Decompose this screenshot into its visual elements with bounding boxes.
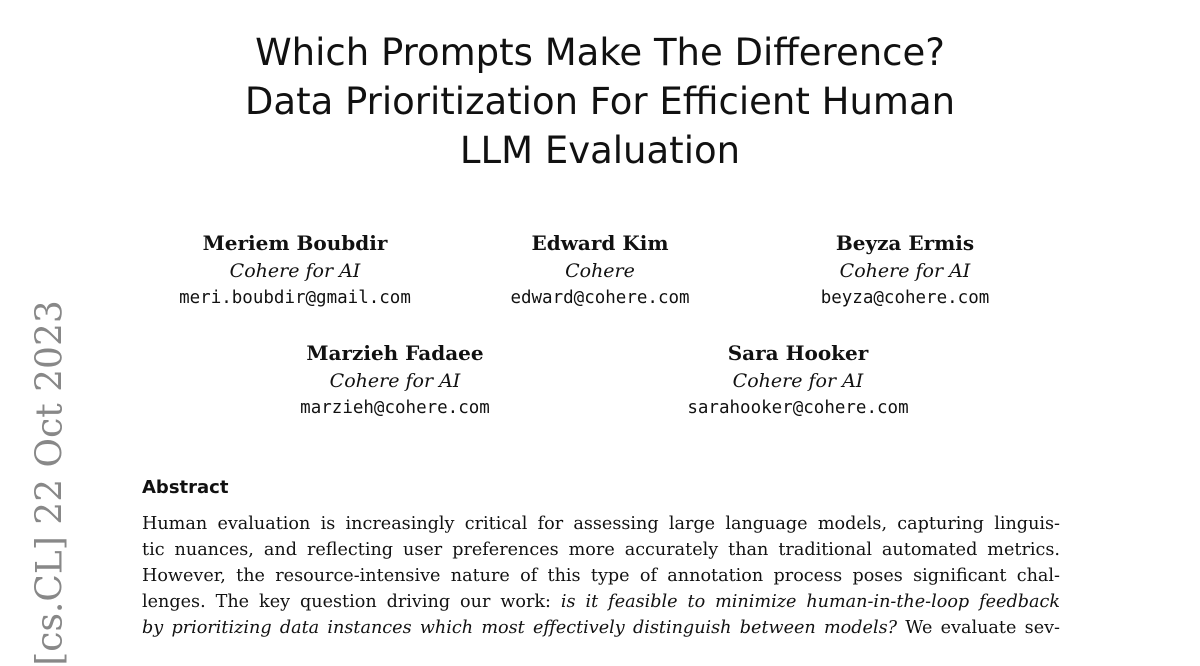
author-block [648,339,948,422]
abstract-heading: Abstract [142,477,229,498]
title-line: Which Prompts Make The Difference? [255,31,945,74]
author-affiliation: Cohere [565,260,635,282]
abstract-line: Human evaluation is increasingly critical for assessing large language models, capturing linguis- [142,514,1060,534]
abstract-text: lenges. The key question driving our work: [142,592,561,612]
abstract-line: However, the resource-intensive nature of this type of annotation process poses significant chal- [142,566,1060,586]
arxiv-stamp-text: [cs.CL] 22 Oct 2023 [29,300,71,666]
abstract-line [142,589,1060,615]
author-email: sarahooker@cohere.com [687,398,909,418]
author-block [755,229,1055,312]
author-affiliation: Cohere for AI [229,260,361,282]
abstract-question-text: by prioritizing data instances which most effectively distinguish between models? [142,618,898,638]
author-affiliation: Cohere for AI [329,370,461,392]
author-email: beyza@cohere.com [820,288,990,308]
abstract-text: We evaluate sev- [897,618,1060,638]
title-line: Data Prioritization For Efficient Human [244,80,956,123]
author-name: Sara Hooker [727,341,869,365]
arxiv-stamp [22,300,78,666]
author-email: marzieh@cohere.com [300,398,490,418]
author-affiliation: Cohere for AI [732,370,864,392]
author-block [450,229,750,312]
author-name: Beyza Ermis [835,231,975,255]
abstract-line [142,615,1060,641]
author-block [145,229,445,312]
abstract-line: tic nuances, and reflecting user preferences more accurately than traditional automated metrics. [142,540,1060,560]
author-block [245,339,545,422]
author-name: Edward Kim [531,231,669,255]
paper-title [150,28,1050,175]
author-name: Marzieh Fadaee [306,341,484,365]
author-name: Meriem Boubdir [202,231,388,255]
author-affiliation: Cohere for AI [839,260,971,282]
author-email: edward@cohere.com [510,288,690,308]
abstract-question-text: is it feasible to minimize human-in-the-loop feedback [560,592,1060,612]
author-email: meri.boubdir@gmail.com [179,288,411,308]
title-line: LLM Evaluation [459,129,741,172]
